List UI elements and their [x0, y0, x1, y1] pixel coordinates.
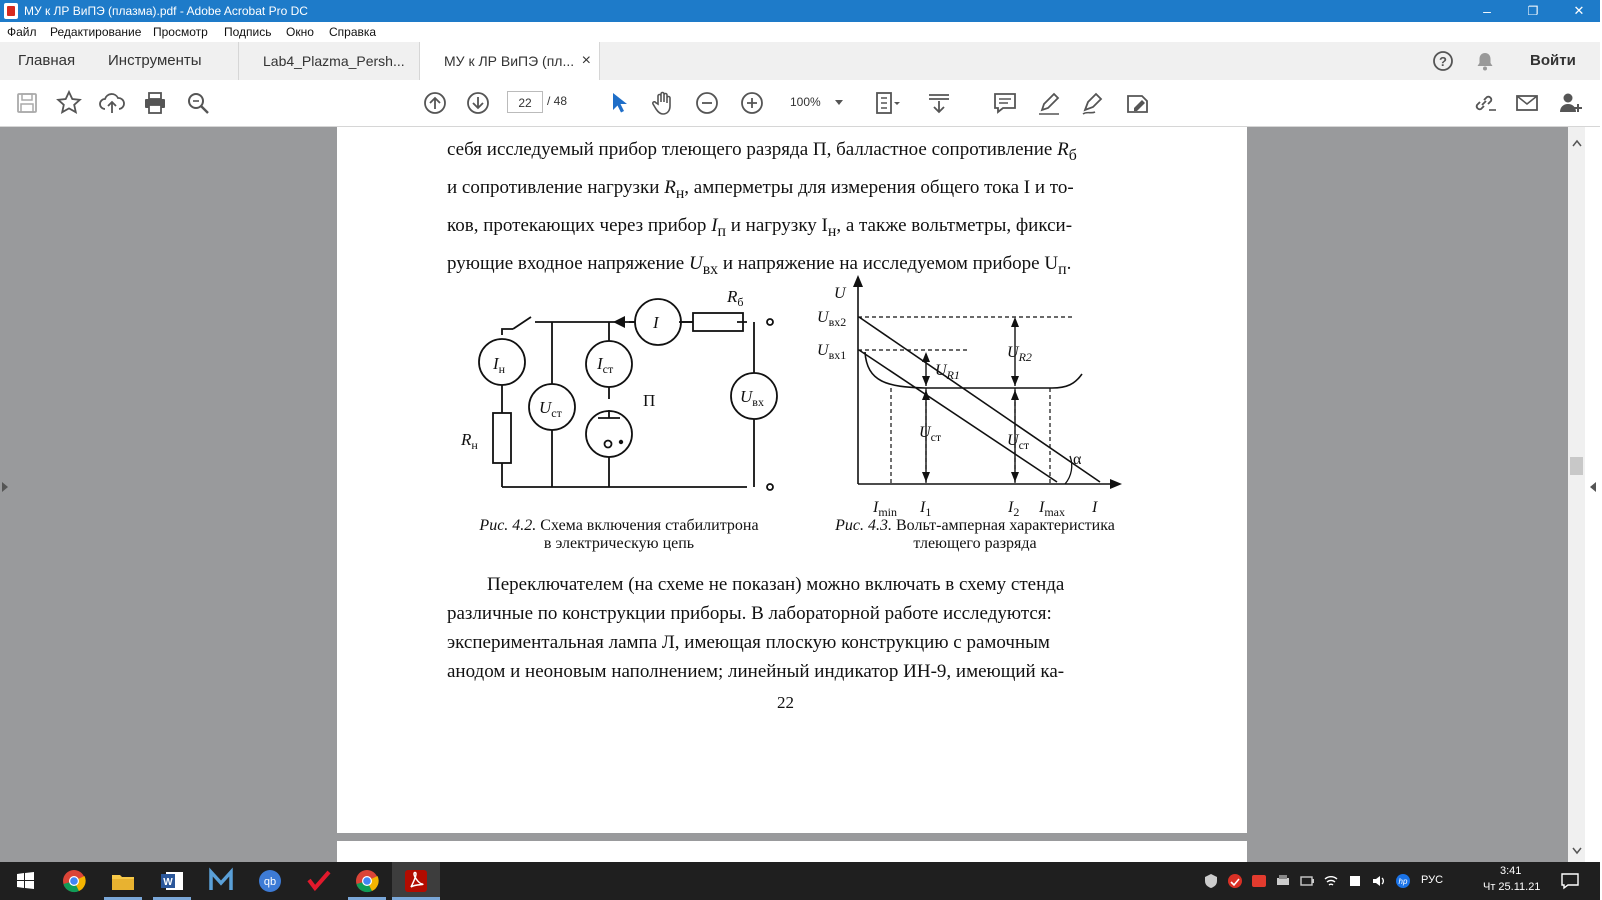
- acrobat-app-icon: [4, 3, 18, 19]
- taskbar: [0, 862, 1600, 900]
- share-link-icon[interactable]: [1469, 88, 1499, 118]
- scrollbar-thumb[interactable]: [1570, 457, 1583, 475]
- current-arrow: [613, 316, 625, 328]
- document-viewer[interactable]: [0, 127, 1568, 862]
- text-line: различные по конструкции приборы. В лабораторной работе исследуются:: [447, 603, 1052, 624]
- tab-document-active[interactable]: [419, 42, 600, 81]
- svg-text:Uст: $U_{ст}$: [1007, 432, 1030, 452]
- notifications-bell-icon[interactable]: [1475, 51, 1495, 71]
- chrome-second-icon[interactable]: [352, 866, 382, 896]
- tray-hp-icon[interactable]: [1395, 873, 1411, 889]
- close-tab-icon[interactable]: ×: [581, 52, 591, 69]
- figure-caption-vac: Рис. 4.3. Вольт-амперная характеристика тлеющего разряда: [835, 517, 1115, 552]
- next-page-icon[interactable]: [463, 88, 493, 118]
- bookmark-star-icon[interactable]: [54, 88, 84, 118]
- qbittorrent-icon[interactable]: [255, 866, 285, 896]
- clock-time[interactable]: 3:41: [1500, 865, 1522, 877]
- svg-text:П: П: [643, 391, 656, 410]
- svg-text:I1: $I_1$: [920, 499, 932, 519]
- mathcad-icon[interactable]: [206, 866, 236, 896]
- zoom-dropdown-chevron-icon[interactable]: [834, 99, 844, 107]
- svg-text:Uст: $U_{ст}$: [539, 398, 562, 420]
- acrobat-taskbar-icon[interactable]: [401, 866, 431, 896]
- menu-view[interactable]: Просмотр: [153, 25, 208, 39]
- keyboard-language[interactable]: РУС: [1421, 874, 1444, 886]
- text-line: себя исследуемый прибор тлеющего разряда П, балластное сопротивление $R_б$: [447, 139, 1077, 164]
- add-user-icon[interactable]: [1556, 88, 1586, 118]
- resistor-rn: [493, 413, 511, 463]
- text-line: экспериментальная лампа Л, имеющая плоскую конструкцию с рамочным: [447, 632, 1050, 653]
- svg-text:UR1: $U_{R1}$: [935, 362, 960, 382]
- upload-cloud-icon[interactable]: [97, 88, 127, 118]
- hand-tool-icon[interactable]: [648, 88, 678, 118]
- tab-bar: [0, 42, 1600, 81]
- page-number-input[interactable]: 22: [507, 91, 543, 113]
- page-number: 22: [777, 693, 794, 712]
- svg-text:Rн: $R_н$: [461, 430, 478, 452]
- menu-edit[interactable]: Редактирование: [50, 25, 142, 39]
- text-line: и сопротивление нагрузки $R_н$, амперметры для измерения общего тока I и то-: [447, 177, 1074, 202]
- svg-text:W: W: [163, 877, 173, 888]
- file-explorer-icon[interactable]: [108, 866, 138, 896]
- zoom-out-icon[interactable]: [692, 88, 722, 118]
- volt-ampere-graph: [807, 272, 1147, 519]
- svg-text:qb: qb: [263, 876, 277, 888]
- expand-right-panel-icon[interactable]: [1588, 480, 1598, 494]
- chrome-icon[interactable]: [59, 866, 89, 896]
- window-title: МУ к ЛР ВиПЭ (плазма).pdf - Adobe Acrobat Pro DC: [24, 4, 308, 18]
- svg-text:Uст: $U_{ст}$: [919, 424, 942, 444]
- tray-red-app-icon[interactable]: [1227, 873, 1243, 889]
- svg-text:I: I: [653, 313, 659, 332]
- pdf-page: [337, 127, 1247, 833]
- tray-ccleaner-icon[interactable]: [1251, 873, 1267, 889]
- svg-text:Uвх1: $U_{вх1}$: [817, 342, 847, 362]
- vertical-scrollbar[interactable]: [1568, 127, 1585, 862]
- tray-printer-icon[interactable]: [1275, 873, 1291, 889]
- action-center-icon[interactable]: [1560, 872, 1580, 890]
- highlight-pen-icon[interactable]: [1034, 88, 1064, 118]
- clock-date[interactable]: Чт 25.11.21: [1483, 881, 1541, 893]
- svg-text:UR2: $U_{R2}$: [1007, 344, 1032, 364]
- svg-text:Imax: $I_{max}$: [1039, 499, 1065, 519]
- page-fit-icon[interactable]: [871, 88, 901, 118]
- svg-text:U: U: [834, 285, 846, 302]
- svg-text:Iн: $I_н$: [493, 354, 506, 376]
- print-icon[interactable]: [140, 88, 170, 118]
- resistor-rb: [693, 313, 743, 331]
- toolbar: [0, 80, 1600, 127]
- menu-help[interactable]: Справка: [329, 25, 377, 39]
- svg-text:Uвх2: $U_{вх2}$: [817, 309, 847, 329]
- circuit-diagram: [447, 277, 807, 507]
- zoom-in-icon[interactable]: [737, 88, 767, 118]
- menu-sign[interactable]: Подпись: [224, 25, 272, 39]
- vac-curve: [865, 352, 1082, 388]
- expand-left-panel-icon[interactable]: [0, 480, 14, 500]
- maximize-button[interactable]: ❐: [1527, 4, 1539, 18]
- title-bar: [0, 0, 1600, 22]
- page-total: / 48: [547, 94, 568, 108]
- svg-text:Rб: $R_б$: [727, 287, 744, 309]
- menu-bar: [0, 22, 1600, 42]
- wire: [502, 329, 513, 335]
- tray-wifi-icon[interactable]: [1323, 873, 1339, 889]
- text-line: рующие входное напряжение $U_{вх}$ и напряжение на исследуемом приборе $U_п$.: [447, 253, 1072, 278]
- find-zoom-icon[interactable]: [183, 88, 213, 118]
- tray-shield-icon[interactable]: [1203, 873, 1219, 889]
- help-icon[interactable]: [1432, 50, 1454, 72]
- tray-safely-remove-icon[interactable]: [1347, 873, 1363, 889]
- scroll-up-icon[interactable]: [1572, 139, 1582, 147]
- svg-text:Imin: $I_{min}$: [873, 499, 897, 519]
- menu-window[interactable]: Окно: [286, 25, 314, 39]
- tab-document-lab4[interactable]: Lab4_Plazma_Persh...: [238, 42, 419, 80]
- scroll-down-icon[interactable]: [1572, 847, 1582, 855]
- svg-text:Iст: $I_{ст}$: [597, 354, 614, 376]
- select-cursor-icon[interactable]: [604, 88, 634, 118]
- windows-start-icon[interactable]: [10, 866, 40, 896]
- comment-icon[interactable]: [990, 88, 1020, 118]
- svg-text:α: α: [1073, 451, 1082, 468]
- minimize-button[interactable]: –: [1483, 3, 1491, 19]
- tab-tools[interactable]: Инструменты: [108, 52, 202, 69]
- email-icon[interactable]: [1512, 88, 1542, 118]
- tray-battery-icon[interactable]: [1299, 873, 1315, 889]
- text-line: анодом и неоновым наполнением; линейный индикатор ИН-9, имеющий ка-: [447, 661, 1065, 682]
- svg-text:Uвх: $U_{вх}$: [740, 387, 764, 409]
- word-icon[interactable]: [157, 866, 187, 896]
- previous-page-icon[interactable]: [420, 88, 450, 118]
- svg-text:I: I: [1092, 499, 1098, 516]
- close-window-button[interactable]: ✕: [1573, 3, 1585, 18]
- fill-sign-icon[interactable]: [1122, 88, 1152, 118]
- tab-document-active-label: МУ к ЛР ВиПЭ (пл...: [444, 53, 575, 69]
- svg-text:I2: $I_2$: [1008, 499, 1020, 519]
- text-line: Переключателем (на схеме не показан) можно включать в схему стенда: [487, 574, 1065, 595]
- svg-text:?: ?: [1439, 54, 1447, 69]
- sign-pen-icon[interactable]: [1078, 88, 1108, 118]
- figure-caption-circuit: Рис. 4.2. Схема включения стабилитрона в электрическую цепь: [479, 517, 759, 552]
- menu-file[interactable]: Файл: [7, 25, 37, 39]
- scroll-mode-icon[interactable]: [924, 88, 954, 118]
- zoom-level-value[interactable]: 100%: [790, 95, 821, 109]
- load-line-2: [859, 317, 1100, 482]
- save-icon[interactable]: [12, 88, 42, 118]
- text-line: ков, протекающих через прибор $I_п$ и нагрузку $I_н$, а также вольтметры, фикси-: [447, 215, 1073, 240]
- checkmark-app-icon[interactable]: [304, 866, 334, 896]
- switch-contact: [513, 317, 531, 329]
- tray-volume-icon[interactable]: [1371, 873, 1387, 889]
- tab-home[interactable]: Главная: [18, 52, 76, 69]
- sign-in-button[interactable]: Войти: [1530, 52, 1576, 69]
- svg-text:hp: hp: [1398, 877, 1408, 886]
